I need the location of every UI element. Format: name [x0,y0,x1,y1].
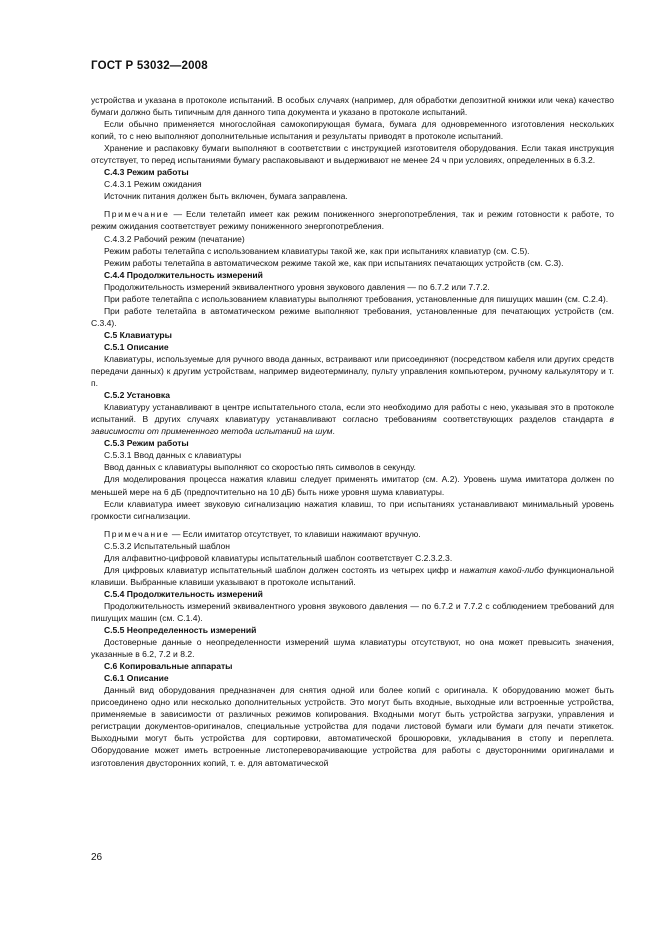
document-page [91,60,614,769]
paragraph: Хранение и распаковку бумаги выполняют в соответствии с инструкцией изготовителя оборудования. Если такая инструкция отсутствует, то перед испытаниями бумагу распаковывают и выдерживают не менее 24 ч при условиях, определенных в 6.3.2. [91,143,614,166]
italic-text: в зависимости от примененного метода испытаний на шум [91,414,614,437]
note-label: Примечание [104,209,170,220]
paragraph: Если обычно применяется многослойная самокопирующая бумага, бумага для одновременного изготовления нескольких копий, то с нею выполняют дополнительные испытания и результаты приводят в протоколе испытаний. [91,119,614,142]
subsection-title-c432: С.4.3.2 Рабочий режим (печатание) [104,233,245,244]
section-heading-c52: С.5.2 Установка [104,390,170,401]
paragraph: При работе телетайпа в автоматическом режиме выполняют требования, установленные для печатающих устройств (см. С.3.4). [91,305,614,328]
document-body [91,94,614,769]
section-heading-c61: С.6.1 Описание [104,673,169,684]
paragraph: Для моделирования процесса нажатия клавиш следует применять имитатор (см. А.2). Уровень шума имитатора должен по меньшей мере на 6 дБ (предпочтительно на 10 дБ) быть ниже уровня шума клавиатуры. [91,474,614,497]
paragraph: Данный вид оборудования предназначен для снятия одной или более копий с оригинала. К оборудованию может быть присоединено одно или несколько дополнительных устройств. Это могут быть входные, выходные или встроенные устройства, применяемые в зависимости от различных режимов копирования. Входными могут быть устройства загрузки, управления и регистрации документов-оригиналов, специальные устройства для подачи листовой бумаги или бумаги для печати этикеток. Выходными могут быть устройства для сортировки, автоматической брошюровки, укладывания в стопу и переплета. Оборудование может иметь встроенные листопереворачивающие устройства для работы с двусторонними оригиналами и изготовления двусторонних копий, т. е. для автоматической [91,685,614,768]
paragraph: Режим работы телетайпа с использованием клавиатуры такой же, как при испытаниях клавиатур (см. С.5). [104,245,530,256]
paragraph: Достоверные данные о неопределенности измерений шума клавиатуры отсутствуют, но она может превысить значения, указанные в 6.2, 7.2 и 8.2. [91,637,614,660]
section-heading-c43: С.4.3 Режим работы [104,167,189,178]
section-heading-c6: С.6 Копировальные аппараты [104,661,233,672]
page-header: ГОСТ Р 53032—2008 [91,60,208,72]
text: функциональной клавиши. Выбранные клавиши указывают в протоколе испытаний. [91,564,614,587]
note-text: — Если имитатор отсутствует, то клавиши нажимают вручную. [169,528,421,539]
subsection-title-c532: С.5.3.2 Испытательный шаблон [104,540,230,551]
note [91,528,614,540]
paragraph: Продолжительность измерений эквивалентного уровня звукового давления — по 6.7.2 и 7.7.2 с соблюдением требований для пишущих машин (см. С.1.4). [91,600,614,623]
paragraph: Клавиатуры, используемые для ручного ввода данных, встраивают или присоединяют (посредством кабеля или других средств передачи данных) к другим устройствам, например видеотерминалу, пульту управления компьютером, ручному калькулятору и т. п. [91,353,614,389]
paragraph: Режим работы телетайпа в автоматическом режиме такой же, как при испытаниях печатающих устройств (см. С.3). [104,257,564,268]
paragraph: Для алфавитно-цифровой клавиатуры испытательный шаблон соответствует С.2.3.2.3. [104,552,453,563]
paragraph: устройства и указана в протоколе испытаний. В особых случаях (например, для обработки депозитной книжки или чека) качество бумаги должно быть типичным для данного типа документа и указано в протоколе испытаний. [91,95,614,118]
paragraph: Ввод данных с клавиатуры выполняют со скоростью пять символов в секунду. [104,462,416,473]
text: Для цифровых клавиатур испытательный шаблон должен состоять из четырех цифр и [104,564,460,575]
section-heading-c51: С.5.1 Описание [104,341,169,352]
paragraph [91,401,614,437]
note [91,208,614,232]
subsection-title-c531: С.5.3.1 Ввод данных с клавиатуры [104,450,242,461]
note-text: — Если телетайп имеет как режим пониженного энергопотребления, так и режим готовности к работе, то режим ожидания соответствует режиму пониженного энергопотребления. [91,209,614,232]
subsection-title-c431: С.4.3.1 Режим ожидания [104,179,202,190]
text: Клавиатуру устанавливают в центре испытательного стола, если это необходимо для работы с нею, указывая это в протоколе испытаний. В других случаях клавиатуру устанавливают согласно требованиям соответствующих разделов стандарта [91,402,614,425]
paragraph [91,564,614,588]
section-heading-c5: С.5 Клавиатуры [104,329,172,340]
italic-text: нажатия какой-либо [459,564,544,575]
section-heading-c44: С.4.4 Продолжительность измерений [104,269,263,280]
paragraph: При работе телетайпа с использованием клавиатуры выполняют требования, установленные для пишущих машин (см. С.2.4). [104,293,609,304]
page-number: 26 [91,852,103,863]
section-heading-c54: С.5.4 Продолжительность измерений [104,588,263,599]
paragraph: Источник питания должен быть включен, бумага заправлена. [104,191,348,202]
paragraph: Продолжительность измерений эквивалентного уровня звукового давления — по 6.7.2 или 7.7.2. [104,281,490,292]
paragraph: Если клавиатура имеет звуковую сигнализацию нажатия клавиш, то при испытаниях устанавливают минимальный уровень громкости сигнализации. [91,498,614,521]
section-heading-c55: С.5.5 Неопределенность измерений [104,625,257,636]
section-heading-c53: С.5.3 Режим работы [104,438,189,449]
text: . [332,426,335,437]
note-label: Примечание [104,528,170,539]
